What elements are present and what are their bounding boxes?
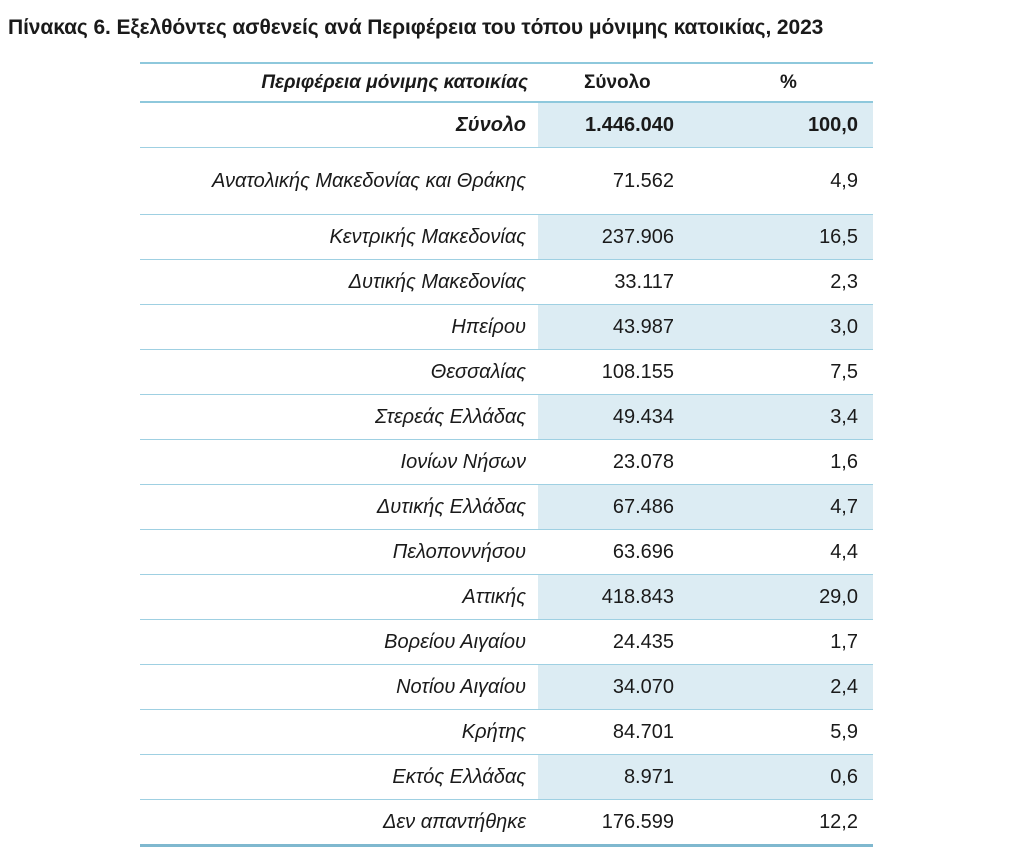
row-percent: 4,9 bbox=[698, 148, 873, 215]
header-total: Σύνολο bbox=[538, 63, 698, 102]
row-region: Αττικής bbox=[140, 575, 538, 620]
row-region: Ανατολικής Μακεδονίας και Θράκης bbox=[140, 148, 538, 215]
row-percent: 1,6 bbox=[698, 440, 873, 485]
row-percent: 2,4 bbox=[698, 665, 873, 710]
table-row bbox=[140, 755, 873, 800]
row-percent: 12,2 bbox=[698, 800, 873, 846]
row-percent: 4,7 bbox=[698, 485, 873, 530]
table-header-row bbox=[140, 63, 873, 102]
row-percent: 5,9 bbox=[698, 710, 873, 755]
row-total: 8.971 bbox=[538, 755, 698, 800]
table-row bbox=[140, 665, 873, 710]
row-region: Θεσσαλίας bbox=[140, 350, 538, 395]
table-row bbox=[140, 350, 873, 395]
row-region: Βορείου Αιγαίου bbox=[140, 620, 538, 665]
row-total: 418.843 bbox=[538, 575, 698, 620]
table-row bbox=[140, 485, 873, 530]
row-percent: 0,6 bbox=[698, 755, 873, 800]
row-percent: 3,0 bbox=[698, 305, 873, 350]
row-total: 63.696 bbox=[538, 530, 698, 575]
row-region: Στερεάς Ελλάδας bbox=[140, 395, 538, 440]
row-total: 176.599 bbox=[538, 800, 698, 846]
row-region: Δυτικής Ελλάδας bbox=[140, 485, 538, 530]
table-row bbox=[140, 530, 873, 575]
row-region: Ηπείρου bbox=[140, 305, 538, 350]
row-total: 71.562 bbox=[538, 148, 698, 215]
table-row bbox=[140, 620, 873, 665]
table-row bbox=[140, 440, 873, 485]
row-region: Ιονίων Νήσων bbox=[140, 440, 538, 485]
row-total: 33.117 bbox=[538, 260, 698, 305]
row-region: Δυτικής Μακεδονίας bbox=[140, 260, 538, 305]
row-total: 84.701 bbox=[538, 710, 698, 755]
table-row bbox=[140, 148, 873, 215]
row-total: 43.987 bbox=[538, 305, 698, 350]
row-total: 67.486 bbox=[538, 485, 698, 530]
row-percent: 2,3 bbox=[698, 260, 873, 305]
row-percent: 3,4 bbox=[698, 395, 873, 440]
row-region: Κεντρικής Μακεδονίας bbox=[140, 215, 538, 260]
row-region: Εκτός Ελλάδας bbox=[140, 755, 538, 800]
row-percent: 4,4 bbox=[698, 530, 873, 575]
row-percent: 29,0 bbox=[698, 575, 873, 620]
table-total-row bbox=[140, 102, 873, 148]
total-row-value: 1.446.040 bbox=[538, 102, 698, 148]
row-total: 34.070 bbox=[538, 665, 698, 710]
row-percent: 16,5 bbox=[698, 215, 873, 260]
table-row bbox=[140, 800, 873, 846]
row-region: Πελοποννήσου bbox=[140, 530, 538, 575]
header-region: Περιφέρεια μόνιμης κατοικίας bbox=[140, 63, 538, 102]
table-row bbox=[140, 395, 873, 440]
data-table bbox=[140, 62, 873, 847]
header-percent: % bbox=[698, 63, 873, 102]
table-row bbox=[140, 305, 873, 350]
data-table-container bbox=[140, 62, 873, 847]
table-row bbox=[140, 260, 873, 305]
page-title: Πίνακας 6. Εξελθόντες ασθενείς ανά Περιφέρεια του τόπου μόνιμης κατοικίας, 2023 bbox=[8, 16, 824, 39]
row-total: 23.078 bbox=[538, 440, 698, 485]
row-total: 24.435 bbox=[538, 620, 698, 665]
table-row bbox=[140, 575, 873, 620]
row-total: 237.906 bbox=[538, 215, 698, 260]
total-row-percent: 100,0 bbox=[698, 102, 873, 148]
row-percent: 7,5 bbox=[698, 350, 873, 395]
row-region: Κρήτης bbox=[140, 710, 538, 755]
row-total: 108.155 bbox=[538, 350, 698, 395]
table-row bbox=[140, 215, 873, 260]
row-percent: 1,7 bbox=[698, 620, 873, 665]
row-total: 49.434 bbox=[538, 395, 698, 440]
row-region: Δεν απαντήθηκε bbox=[140, 800, 538, 846]
total-row-label: Σύνολο bbox=[140, 102, 538, 148]
row-region: Νοτίου Αιγαίου bbox=[140, 665, 538, 710]
table-row bbox=[140, 710, 873, 755]
